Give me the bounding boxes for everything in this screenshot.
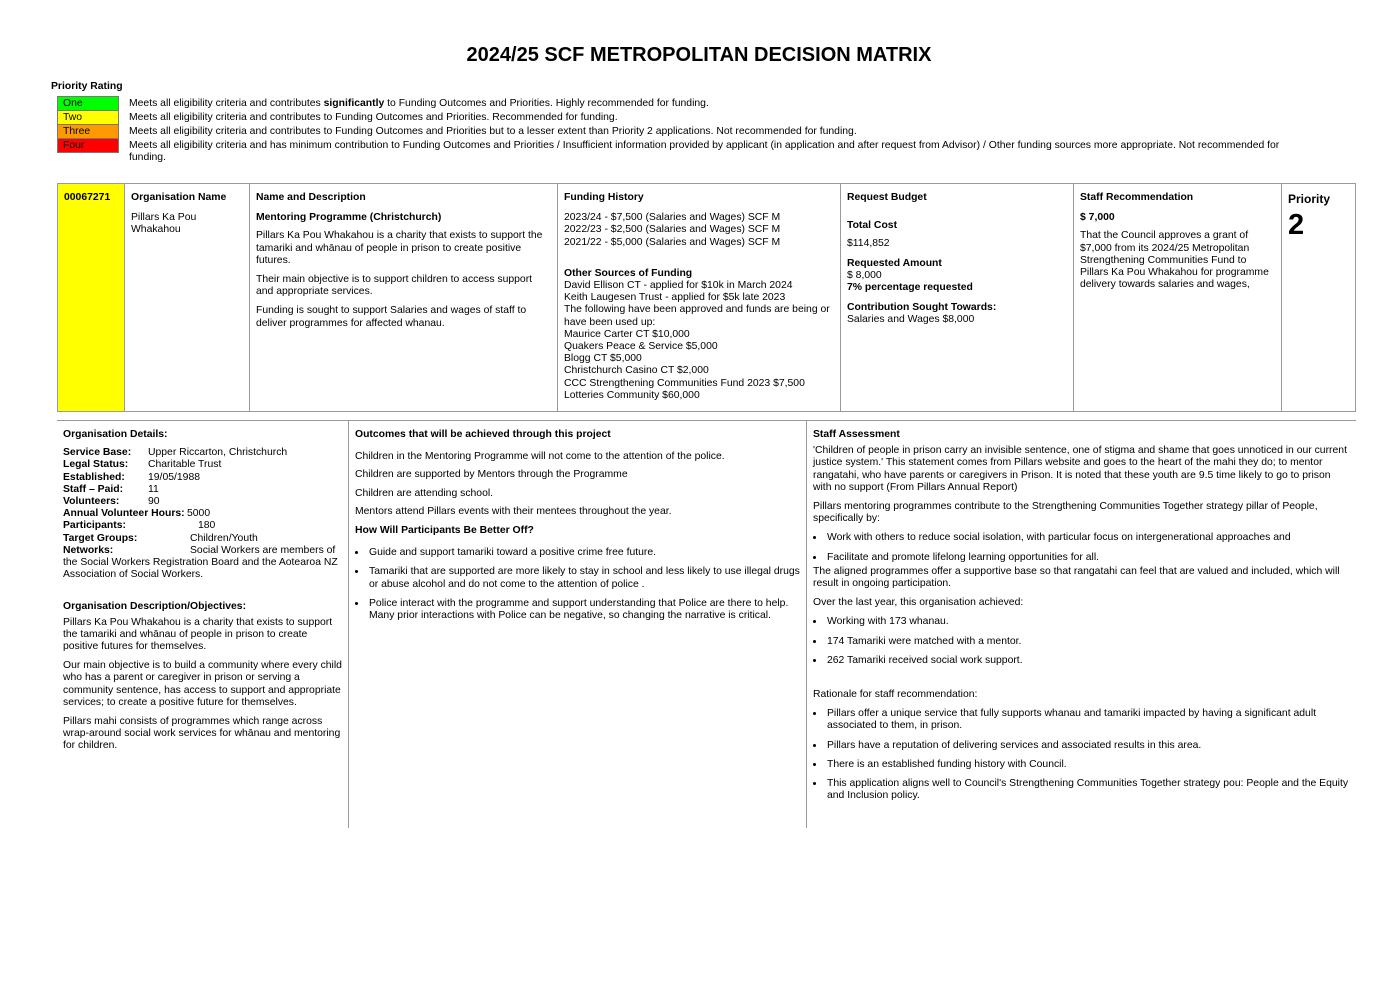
staff-recommendation-cell	[1074, 184, 1282, 411]
application-id: 00067271	[64, 192, 111, 203]
requested-amount-label: Requested Amount	[847, 257, 942, 269]
rationale-item-4: • This application aligns well to Council's Strengthening Communities Together strategy pou: People and the Equity and Inclusion policy.	[825, 778, 1350, 802]
staff-recommendation-text: That the Council approves a grant of $7,000 from its 2024/25 Metropolitan Strengthening Communities Fund to Pillars Ka Pou Whakahou for programme delivery towards salaries and wages,	[1080, 230, 1269, 291]
funding-history-header: Funding History	[564, 192, 644, 203]
better-off-item-3: • Police interact with the programme and support understanding that Police are there to help. Many prior interactions with Police can be negative, so changing the narrative is critical.	[367, 598, 800, 622]
outcome-3: Children are attending school.	[355, 487, 494, 499]
other-source-5: Quakers Peace & Service $5,000	[564, 341, 718, 353]
request-budget-cell	[841, 184, 1074, 411]
other-source-2: Keith Laugesen Trust - applied for $5k late 2023	[564, 292, 786, 304]
funding-history-2: 2022/23 - $2,500 (Salaries and Wages) SCF M	[564, 224, 781, 236]
priority-header: Priority	[1288, 192, 1331, 206]
volunteers-row: Volunteers: 90	[63, 496, 160, 508]
contribution-value: Salaries and Wages $8,000	[847, 314, 975, 326]
priority-swatch-three: Three	[57, 124, 119, 139]
organisation-details-header: Organisation Details:	[63, 429, 168, 440]
application-id-cell	[58, 184, 125, 411]
organisation-name: Pillars Ka Pou Whakahou	[131, 212, 197, 236]
established-value: 19/05/1988	[148, 471, 201, 483]
better-off-list	[355, 547, 800, 622]
priority-desc-four: Meets all eligibility criteria and has minimum contribution to Funding Outcomes and Priorities / Insufficient information provided by applicant (in application and after request from Advisor) / Other funding sources more appropriate. Not recommended for funding.	[129, 140, 1280, 164]
priority-legend-row-two	[57, 111, 1317, 125]
service-base-value: Upper Riccarton, Christchurch	[148, 447, 288, 459]
rationale-item-2: • Pillars have a reputation of delivering services and associated results in this area.	[825, 740, 1350, 752]
priority-legend	[57, 97, 1317, 164]
organisation-description-3: Pillars mahi consists of programmes which range across wrap-around social work services for whānau and mentoring for children.	[63, 716, 341, 752]
requested-amount-value: $ 8,000	[847, 269, 882, 281]
volunteer-hours-value: 5000	[187, 508, 211, 520]
rationale-item-3: • There is an established funding history with Council.	[825, 759, 1350, 771]
organisation-description-2: Our main objective is to build a community where every child who has a parent or caregiver in prison or serving a community sentence, has access to support and appropriate services; to create a positive future for themselves.	[63, 660, 342, 708]
application-summary-table	[57, 183, 1356, 412]
outcome-1: Children in the Mentoring Programme will not come to the attention of the police.	[355, 451, 725, 463]
volunteer-hours-row: Annual Volunteer Hours: 5000	[63, 508, 211, 520]
priority-legend-row-four	[57, 139, 1317, 164]
established-row: Established: 19/05/1988	[63, 471, 201, 483]
service-base-row: Service Base: Upper Riccarton, Christchurch	[63, 447, 288, 459]
funding-history-cell	[558, 184, 841, 411]
other-source-1: David Ellison CT - applied for $10k in March 2024	[564, 280, 793, 292]
rationale-list	[813, 708, 1350, 802]
better-off-item-1: • Guide and support tamariki toward a positive crime free future.	[367, 547, 800, 559]
volunteers-value: 90	[148, 496, 160, 508]
contrib-item-1: • Work with others to reduce social isolation, with particular focus on intergenerational approaches and	[825, 532, 1350, 544]
staff-paid-value: 11	[148, 483, 159, 495]
organisation-name-cell	[125, 184, 250, 411]
priority-legend-row-three	[57, 125, 1317, 139]
priority-legend-row-one	[57, 97, 1317, 111]
total-cost-value: $114,852	[847, 238, 890, 250]
target-groups-value: Children/Youth	[190, 532, 258, 544]
staff-assessment-intro: 'Children of people in prison carry an invisible sentence, one of stigma and shame that goes unnoticed in our current justice system.' This statement comes from Pillars website and goes to the heart of the mahi they do; to mentor rangatahi, who have parents or caregivers in Prison. It is noted that these youth are 9.5 time likely to go to prison with no support (From Pillars Annual Report)	[813, 445, 1347, 493]
achieved-item-2: • 174 Tamariki were matched with a mentor.	[825, 636, 1350, 648]
priority-cell	[1282, 184, 1355, 411]
legal-status-value: Charitable Trust	[148, 459, 222, 471]
organisation-name-header: Organisation Name	[131, 192, 227, 203]
other-source-7: Christchurch Casino CT $2,000	[564, 365, 709, 377]
outcomes-header: Outcomes that will be achieved through this project	[355, 429, 611, 440]
organisation-details-column	[57, 421, 349, 828]
priority-swatch-one: One	[57, 96, 119, 111]
contribution-label: Contribution Sought Towards:	[847, 302, 997, 314]
details-section	[57, 421, 1356, 828]
priority-desc-one: Meets all eligibility criteria and contributes significantly to Funding Outcomes and Priorities. Highly recommended for funding.	[129, 98, 709, 109]
other-source-6: Blogg CT $5,000	[564, 353, 642, 365]
priority-value: 2	[1288, 209, 1305, 241]
project-description-1: Pillars Ka Pou Whakahou is a charity that exists to support the tamariki and whānau of people in prison to create positive futures.	[256, 230, 543, 266]
other-source-3: The following have been approved and funds are being or have been used up:	[564, 304, 830, 328]
total-cost-label: Total Cost	[847, 220, 898, 232]
funding-history-3: 2021/22 - $5,000 (Salaries and Wages) SCF M	[564, 236, 781, 248]
achieved-item-1: • Working with 173 whanau.	[825, 616, 1350, 628]
target-groups-row: Target Groups: Children/Youth	[63, 532, 258, 544]
staff-recommendation-amount: $ 7,000	[1080, 212, 1115, 224]
other-source-4: Maurice Carter CT $10,000	[564, 328, 690, 340]
organisation-description-header: Organisation Description/Objectives:	[63, 601, 247, 613]
project-name: Mentoring Programme (Christchurch)	[256, 212, 442, 224]
priority-desc-two: Meets all eligibility criteria and contributes to Funding Outcomes and Priorities. Recommended for funding.	[129, 112, 618, 123]
funding-history-1: 2023/24 - $7,500 (Salaries and Wages) SCF M	[564, 212, 781, 224]
contrib-list	[813, 532, 1350, 563]
organisation-description-1: Pillars Ka Pou Whakahou is a charity that exists to support the tamariki and whānau of people in prison to create positive futures for themselves.	[63, 616, 333, 653]
staff-assessment-header: Staff Assessment	[813, 429, 900, 440]
staff-assessment-contrib: Pillars mentoring programmes contribute to the Strengthening Communities Together strategy pillar of People, specifically by:	[813, 501, 1318, 525]
better-off-header: How Will Participants Be Better Off?	[355, 525, 534, 537]
staff-recommendation-header: Staff Recommendation	[1080, 192, 1194, 203]
project-description-3: Funding is sought to support Salaries and wages of staff to deliver programmes for affected whanau.	[256, 305, 527, 329]
name-description-cell	[250, 184, 558, 411]
outcomes-column	[349, 421, 807, 828]
rationale-item-1: • Pillars offer a unique service that fully supports whanau and tamariki impacted by having a significant adult associated to them, in prison.	[825, 708, 1350, 732]
networks-value: Social Workers are members of the Social Workers Registration Board and the Aotearoa NZ Association of Social Workers.	[63, 544, 338, 581]
rationale-intro: Rationale for staff recommendation:	[813, 689, 978, 701]
name-description-header: Name and Description	[256, 192, 366, 203]
achieved-list	[813, 616, 1350, 667]
priority-swatch-four: Four	[57, 138, 119, 153]
other-sources-header: Other Sources of Funding	[564, 267, 693, 279]
legal-status-row: Legal Status: Charitable Trust	[63, 459, 222, 471]
percentage-requested: 7% percentage requested	[847, 282, 973, 294]
outcome-4: Mentors attend Pillars events with their mentees throughout the year.	[355, 505, 672, 517]
achieved-intro: Over the last year, this organisation achieved:	[813, 597, 1024, 609]
priority-desc-three: Meets all eligibility criteria and contributes to Funding Outcomes and Priorities but to a lesser extent than Priority 2 applications. Not recommended for funding.	[129, 126, 857, 137]
outcome-2: Children are supported by Mentors through the Programme	[355, 469, 628, 481]
contrib-item-2: • Facilitate and promote lifelong learning opportunities for all.	[825, 552, 1350, 564]
other-source-9: Lotteries Community $60,000	[564, 389, 700, 401]
participants-row: Participants: 180	[63, 520, 216, 532]
priority-swatch-two: Two	[57, 110, 119, 125]
better-off-item-2: • Tamariki that are supported are more likely to stay in school and less likely to use illegal drugs or abuse alcohol and do not come to the attention of police .	[367, 566, 800, 590]
request-budget-header: Request Budget	[847, 192, 927, 203]
staff-assessment-column	[807, 421, 1356, 828]
page-title: 2024/25 SCF METROPOLITAN DECISION MATRIX	[466, 44, 932, 66]
staff-paid-row: Staff – Paid: 11	[63, 483, 159, 495]
achieved-item-3: • 262 Tamariki received social work support.	[825, 655, 1350, 667]
staff-assessment-aligned: The aligned programmes offer a supportive base so that rangatahi can feel that are valued and included, which will result in ongoing participation.	[813, 565, 1340, 590]
participants-value: 180	[198, 520, 216, 532]
other-source-8: CCC Strengthening Communities Fund 2023 $7,500	[564, 377, 805, 389]
networks-row: Networks: Social Workers are members of the Social Workers Registration Board and the Aotearoa NZ Association of Social Workers.	[63, 544, 338, 581]
priority-rating-heading: Priority Rating	[51, 81, 123, 92]
project-description-2: Their main objective is to support children to access support and appropriate services.	[256, 274, 533, 298]
